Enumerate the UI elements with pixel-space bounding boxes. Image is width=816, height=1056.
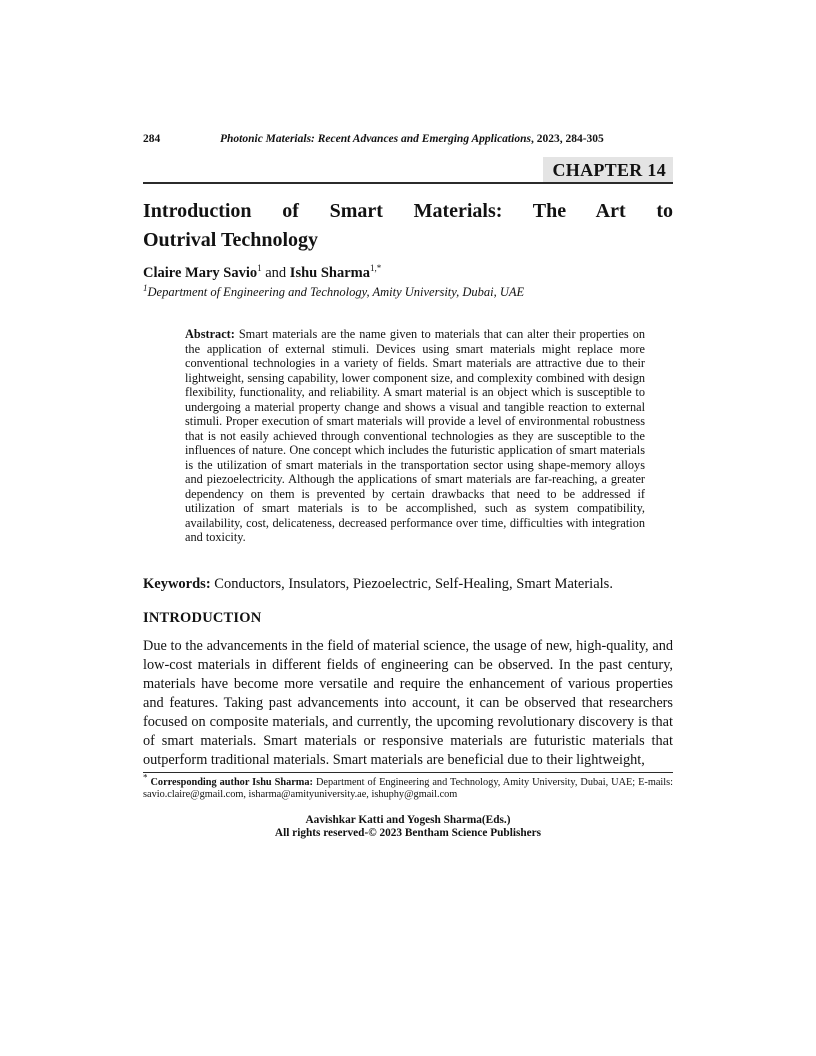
body-paragraph: Due to the advancements in the field of material science, the usage of new, high-quality, and low-cost materials in different fields of engineering can be observed. In the past century, materials have become more versatile and require the enhancement of various properties and features. Taking past advancements into account, it can be observed that researchers focused on composite materials, and currently, the upcoming revolutionary discovery is that of smart materials. Smart materials or responsive materials are futuristic materials that outperform traditional materials. Smart materials are beneficial due to their lightweight, <box>143 637 673 768</box>
footnote-text: Department of Engineering and Technology, Amity University, Dubai, UAE; E-mails: savio.claire@gmail.com, isharma@amityuniversity.ae, ishuphy@gmail.com <box>143 776 674 800</box>
abstract-text: Smart materials are the name given to materials that can alter their properties on the application of external stimuli. Devices using smart materials might replace more conventional technologies in a variety of fields. Smart materials are attractive due to their lightweight, sensing capability, lower component size, and complexity combined with design flexibility, functionality, and reliability. A smart material is an object which is susceptible to undergoing a material property change and shows a visual and tangible reaction to external stimuli. Proper execution of smart materials will provide a level of environmental robustness that is not easily achieved through conventional technologies as they are susceptible to the influences of nature. One concept which includes the futuristic application of smart materials is the utilization of smart materials in the transportation sector using shape-memory alloys and piezoelectricity. Although the applications of smart materials are far-reaching, a greater dependency on them is prevented by certain drawbacks that need to be addressed if utilization of smart materials is to be accomplished, such as system compatibility, availability, cost, delicateness, decreased performance over time, difficulties with integration and toxicity. <box>185 327 645 544</box>
author-2-superscript: 1,* <box>369 263 382 274</box>
publisher-footer <box>143 814 673 840</box>
keywords-line <box>143 575 673 593</box>
running-title-text: Photonic Materials: Recent Advances and Emerging Applications <box>220 133 531 145</box>
affiliation-text: Department of Engineering and Technology, Amity University, Dubai, UAE <box>147 285 525 299</box>
footnote-block <box>143 772 673 801</box>
header-rule <box>143 182 673 184</box>
abstract-label: Abstract: <box>185 327 235 341</box>
copyright-line: All rights reserved-© 2023 Bentham Science Publishers <box>274 826 542 839</box>
affiliation-line <box>143 282 673 300</box>
running-title-suffix: , 2023, 284-305 <box>530 133 604 145</box>
chapter-title <box>143 197 673 255</box>
chapter-title-line2: Outrival Technology <box>143 229 319 251</box>
running-title <box>220 133 604 146</box>
footnote-superscript: * <box>143 772 148 783</box>
keywords-label: Keywords: <box>143 575 211 592</box>
chapter-label: CHAPTER 14 <box>543 157 673 182</box>
keywords-text: Conductors, Insulators, Piezoelectric, Self-Healing, Smart Materials. <box>214 575 613 592</box>
chapter-title-line1: Introduction of Smart Materials: The Art to <box>143 200 673 222</box>
running-header <box>143 133 673 146</box>
page-content <box>143 0 673 840</box>
author-1-name: Claire Mary Savio <box>143 265 258 281</box>
author-2-name: Ishu Sharma <box>289 265 370 281</box>
abstract-block <box>185 327 645 545</box>
page-number: 284 <box>143 133 161 145</box>
affiliation-superscript: 1 <box>143 282 148 293</box>
chapter-row <box>143 157 673 182</box>
editors-line: Aavishkar Katti and Yogesh Sharma(Eds.) <box>305 813 511 826</box>
authors-connector: and <box>265 265 287 281</box>
authors-line <box>143 264 673 282</box>
author-1-superscript: 1 <box>257 263 262 274</box>
section-heading-introduction: INTRODUCTION <box>143 609 262 626</box>
footnote-label: Corresponding author Ishu Sharma: <box>150 776 313 788</box>
